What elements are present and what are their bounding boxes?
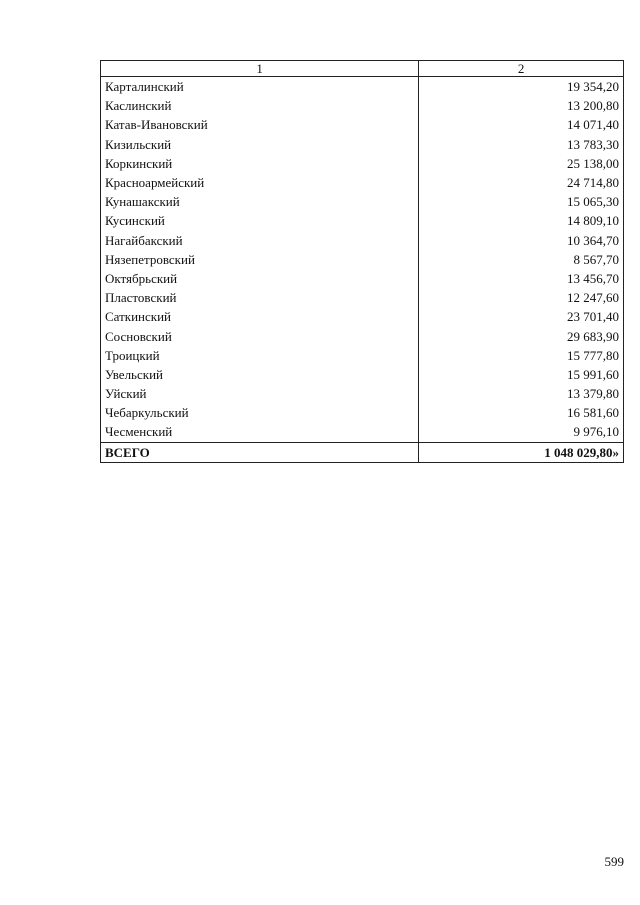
district-value: 29 683,90: [419, 326, 624, 345]
district-name: Нагайбакский: [101, 231, 419, 250]
page-number: 599: [604, 854, 624, 869]
district-value: 8 567,70: [419, 250, 624, 269]
district-value: 12 247,60: [419, 288, 624, 307]
table-row: [101, 154, 624, 173]
table-row: [101, 326, 624, 345]
district-name: Октябрьский: [101, 269, 419, 288]
district-name: Красноармейский: [101, 173, 419, 192]
district-name: Чесменский: [101, 422, 419, 442]
district-value: 15 991,60: [419, 365, 624, 384]
table-row: [101, 77, 624, 97]
column-header-1: 1: [101, 61, 419, 77]
district-value: 15 065,30: [419, 192, 624, 211]
district-name: Троицкий: [101, 346, 419, 365]
table-row: [101, 250, 624, 269]
district-value: 9 976,10: [419, 422, 624, 442]
district-value: 13 456,70: [419, 269, 624, 288]
district-name: Катав-Ивановский: [101, 115, 419, 134]
table-row: [101, 346, 624, 365]
budget-table: [100, 60, 624, 463]
district-value: 14 809,10: [419, 211, 624, 230]
district-name: Нязепетровский: [101, 250, 419, 269]
table-row: [101, 211, 624, 230]
district-name: Пластовский: [101, 288, 419, 307]
table-row: [101, 173, 624, 192]
district-value: 24 714,80: [419, 173, 624, 192]
district-name: Саткинский: [101, 307, 419, 326]
district-value: 19 354,20: [419, 77, 624, 97]
district-name: Увельский: [101, 365, 419, 384]
district-name: Кунашакский: [101, 192, 419, 211]
district-name: Кизильский: [101, 135, 419, 154]
district-value: 14 071,40: [419, 115, 624, 134]
district-value: 25 138,00: [419, 154, 624, 173]
table-row: [101, 403, 624, 422]
district-value: 16 581,60: [419, 403, 624, 422]
table-row: [101, 365, 624, 384]
table-row: [101, 115, 624, 134]
total-label: ВСЕГО: [101, 442, 419, 462]
district-name: Кусинский: [101, 211, 419, 230]
district-value: 23 701,40: [419, 307, 624, 326]
total-row: [101, 442, 624, 462]
table-row: [101, 422, 624, 442]
table-row: [101, 96, 624, 115]
table-row: [101, 135, 624, 154]
district-name: Каслинский: [101, 96, 419, 115]
district-value: 13 200,80: [419, 96, 624, 115]
table-row: [101, 288, 624, 307]
table-header-row: [101, 61, 624, 77]
district-name: Чебаркульский: [101, 403, 419, 422]
table-row: [101, 192, 624, 211]
district-name: Карталинский: [101, 77, 419, 97]
district-name: Коркинский: [101, 154, 419, 173]
district-value: 10 364,70: [419, 231, 624, 250]
district-value: 15 777,80: [419, 346, 624, 365]
table-row: [101, 231, 624, 250]
district-name: Сосновский: [101, 326, 419, 345]
column-header-2: 2: [419, 61, 624, 77]
table-row: [101, 384, 624, 403]
district-value: 13 379,80: [419, 384, 624, 403]
district-value: 13 783,30: [419, 135, 624, 154]
table-row: [101, 307, 624, 326]
total-value: 1 048 029,80»: [419, 442, 624, 462]
district-name: Уйский: [101, 384, 419, 403]
table-row: [101, 269, 624, 288]
